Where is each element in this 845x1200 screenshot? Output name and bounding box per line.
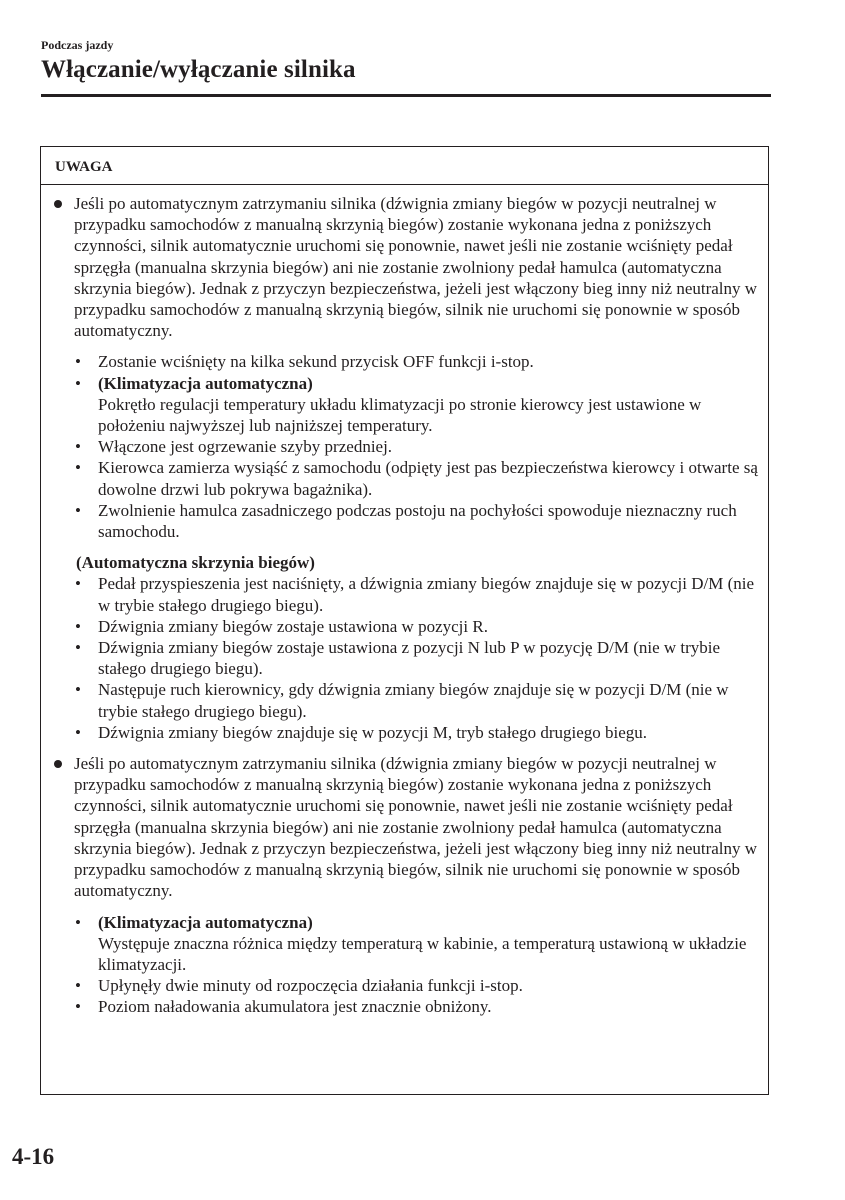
list-item-text: Włączone jest ogrzewanie szyby przedniej. xyxy=(98,437,393,457)
bullet-icon: • xyxy=(75,500,81,520)
caution-paragraph xyxy=(74,193,758,341)
paragraph-text: Jeśli po automatycznym zatrzymaniu silnika (dźwignia zmiany biegów w pozycji neutralnej w przypadku samochodów z manualną skrzynią biegów) zostanie wykonana jedna z poniższych czynności, silnik automatycznie uruchomi się ponownie, nawet jeśli nie zostanie wciśnięty pedał sprzęgła (manualna skrzynia biegów) ani nie zostanie zwolniony pedał hamulca (automatyczna skrzynia biegów). Jednak z przyczyn bezpieczeństwa, jeżeli jest włączony bieg inny niż neutralny w przypadku samochodów z manualną skrzynią biegów, silnik nie uruchomi się ponownie w sposób automatyczny. xyxy=(74,194,758,341)
condition-list xyxy=(75,351,758,542)
condition-list xyxy=(75,912,758,1018)
list-item-text: Pokrętło regulacji temperatury układu klimatyzacji po stronie kierowcy jest ustawione w położeniu najwyższej lub najniższej temperatury. xyxy=(98,394,702,436)
list-item xyxy=(75,436,758,457)
list-item xyxy=(75,912,758,976)
list-item-text: Poziom naładowania akumulatora jest znacznie obniżony. xyxy=(98,997,492,1017)
bullet-icon: • xyxy=(75,997,81,1017)
bullet-icon: • xyxy=(75,437,81,457)
bullet-icon: • xyxy=(75,373,81,393)
list-item-text: Dźwignia zmiany biegów znajduje się w pozycji M, tryb stałego drugiego biegu. xyxy=(98,722,648,742)
page-number: 4-16 xyxy=(12,1144,55,1169)
bullet-icon: • xyxy=(75,976,81,996)
list-item xyxy=(75,722,758,743)
page-title: Włączanie/wyłączanie silnika xyxy=(41,56,356,83)
title-rule xyxy=(41,94,771,97)
bullet-icon: • xyxy=(75,352,81,372)
list-item xyxy=(75,637,758,679)
bullet-icon: • xyxy=(75,616,81,636)
list-item xyxy=(75,573,758,615)
caution-header: UWAGA xyxy=(41,147,768,185)
list-item xyxy=(75,996,758,1017)
list-item xyxy=(75,975,758,996)
bullet-icon: • xyxy=(75,722,81,742)
list-item xyxy=(75,351,758,372)
list-item xyxy=(75,373,758,437)
list-item-text: Zwolnienie hamulca zasadniczego podczas postoju na pochyłości spowoduje nieznaczny ruch samochodu. xyxy=(98,500,737,542)
list-item-text: Następuje ruch kierownicy, gdy dźwignia zmiany biegów znajduje się w pozycji D/M (nie w trybie stałego drugiego biegu). xyxy=(98,680,729,721)
bullet-icon: • xyxy=(75,638,81,658)
list-item-text: Pedał przyspieszenia jest naciśnięty, a dźwignia zmiany biegów znajduje się w pozycji D/M (nie w trybie stałego drugiego biegu). xyxy=(98,574,755,615)
automatic-transmission-group xyxy=(74,552,758,743)
list-item-text: Dźwignia zmiany biegów zostaje ustawiona z pozycji N lub P w pozycję D/M (nie w trybie stałego drugiego biegu). xyxy=(98,638,721,679)
bullet-icon: • xyxy=(75,458,81,478)
caution-body xyxy=(41,185,768,1018)
condition-list xyxy=(75,573,758,743)
bullet-dot-icon xyxy=(54,760,62,768)
bullet-icon: • xyxy=(75,680,81,700)
list-item-text: Upłynęły dwie minuty od rozpoczęcia działania funkcji i-stop. xyxy=(98,976,523,996)
bullet-icon: • xyxy=(75,574,81,594)
section-label: Podczas jazdy xyxy=(41,38,114,52)
list-item xyxy=(75,679,758,721)
group-heading: (Automatyczna skrzynia biegów) xyxy=(76,553,315,573)
bullet-dot-icon xyxy=(54,200,62,208)
list-item-text: Zostanie wciśnięty na kilka sekund przycisk OFF funkcji i-stop. xyxy=(98,352,534,372)
list-item-text: Występuje znaczna różnica między temperaturą w kabinie, a temperaturą ustawioną w układzie klimatyzacji. xyxy=(98,933,747,974)
list-item-heading: (Klimatyzacja automatyczna) xyxy=(98,912,313,932)
bullet-icon: • xyxy=(75,912,81,932)
caution-paragraph xyxy=(74,753,758,901)
paragraph-text: Jeśli po automatycznym zatrzymaniu silnika (dźwignia zmiany biegów w pozycji neutralnej w przypadku samochodów z manualną skrzynią biegów) zostanie wykonana jedna z poniższych czynności, silnik automatycznie uruchomi się ponownie, nawet jeśli nie zostanie wciśnięty pedał sprzęgła (manualna skrzynia biegów) ani nie zostanie zwolniony pedał hamulca (automatyczna skrzynia biegów). Jednak z przyczyn bezpieczeństwa, jeżeli jest włączony bieg inny niż neutralny w przypadku samochodów z manualną skrzynią biegów, silnik nie uruchomi się ponownie w sposób automatyczny. xyxy=(74,754,758,901)
list-item xyxy=(75,500,758,542)
list-item xyxy=(75,457,758,499)
list-item xyxy=(75,616,758,637)
list-item-heading: (Klimatyzacja automatyczna) xyxy=(98,373,313,393)
list-item-text: Dźwignia zmiany biegów zostaje ustawiona w pozycji R. xyxy=(98,616,488,636)
list-item-text: Kierowca zamierza wysiąść z samochodu (odpięty jest pas bezpieczeństwa kierowcy i otwarte są dowolne drzwi lub pokrywa bagażnika). xyxy=(98,458,758,499)
caution-box xyxy=(40,146,769,1095)
